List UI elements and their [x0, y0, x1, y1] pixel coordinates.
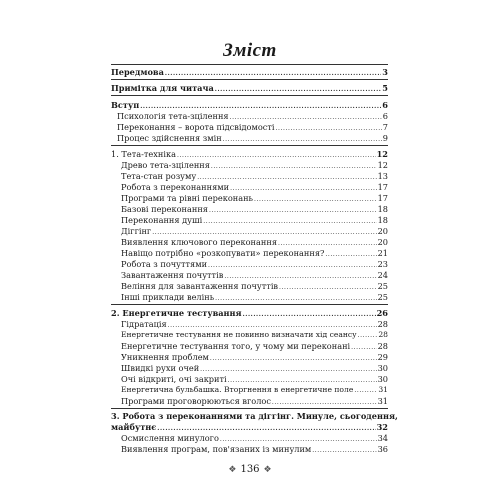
- toc-entry[interactable]: [111, 410, 398, 421]
- toc-leader: [197, 171, 376, 179]
- toc-entry[interactable]: [121, 159, 388, 170]
- toc-entry-label: Інші приклади велінь: [121, 292, 215, 302]
- toc-entry[interactable]: [121, 258, 388, 269]
- toc-entry-label: Вступ: [111, 100, 140, 110]
- divider: [111, 145, 388, 146]
- toc-entry[interactable]: [121, 181, 388, 192]
- toc-entry[interactable]: [111, 82, 388, 93]
- toc-entry[interactable]: [121, 247, 388, 258]
- toc-entry-page: 20: [377, 226, 388, 236]
- toc-entry-page: 32: [376, 422, 388, 432]
- toc-entry[interactable]: [111, 66, 388, 77]
- toc-entry[interactable]: [121, 280, 388, 291]
- toc-entry[interactable]: [121, 362, 388, 373]
- toc-leader: [157, 422, 375, 430]
- toc-entry-label: Швидкі рухи очей: [121, 363, 200, 373]
- toc-entry-page: 6: [382, 100, 388, 110]
- toc-entry-label: Робота з почуттями: [121, 259, 208, 269]
- toc-leader: [325, 248, 376, 256]
- toc-leader: [177, 149, 376, 157]
- divider: [111, 79, 388, 80]
- toc-entry-label: Тета-стан розуму: [121, 171, 197, 181]
- divider: [111, 64, 388, 65]
- toc-leader: [354, 385, 377, 393]
- toc-leader: [278, 237, 377, 245]
- toc-leader: [243, 308, 376, 316]
- toc-entry-page: 18: [377, 204, 388, 214]
- toc-entry-page: 3: [382, 67, 388, 77]
- toc-entry-page: 25: [377, 281, 388, 291]
- toc-leader: [200, 363, 376, 371]
- toc-entry[interactable]: [121, 443, 388, 454]
- toc-entry-page: 34: [377, 433, 388, 443]
- toc-entry[interactable]: [121, 225, 388, 236]
- toc-entry-label: 2. Енергетичне тестування: [111, 308, 242, 318]
- toc-leader: [312, 444, 376, 452]
- toc-leader: [209, 204, 377, 212]
- toc-entry-page: 28: [377, 341, 388, 351]
- toc-leader: [215, 83, 382, 91]
- toc-entry-label: Енергетична бульбашка. Вторгнення в енергетичне поле: [121, 385, 354, 394]
- toc-entry-page: 29: [377, 352, 388, 362]
- toc-entry-label: Гідратація: [121, 319, 167, 329]
- toc-leader: [230, 111, 382, 119]
- toc-entry-page: 23: [377, 259, 388, 269]
- toc-entry-page: 26: [376, 308, 388, 318]
- toc-entry[interactable]: [121, 269, 388, 280]
- toc-entry-label: 3. Робота з переконаннями та діггінг. Минуле, сьогодення,: [111, 411, 398, 421]
- toc-leader: [165, 67, 381, 75]
- toc-entry-page: 6: [382, 111, 388, 121]
- toc-entry[interactable]: [121, 236, 388, 247]
- toc-entry-label: Виявлення ключового переконання: [121, 237, 277, 247]
- toc-entry[interactable]: [121, 214, 388, 225]
- toc-leader: [351, 341, 376, 349]
- divider: [111, 304, 388, 305]
- toc-leader: [254, 193, 377, 201]
- toc-entry-label: Енергетичне тестування не повинно визначати хід сеансу: [121, 330, 357, 339]
- toc-leader: [215, 292, 376, 300]
- toc-entry[interactable]: [121, 340, 388, 351]
- toc-entry-page: 36: [377, 444, 388, 454]
- toc-entry-label: Древо тета-зцілення: [121, 160, 210, 170]
- toc-entry[interactable]: [121, 291, 388, 302]
- toc-entry-continued[interactable]: [111, 421, 388, 432]
- toc-entry-label: Програми та рівні переконань: [121, 193, 253, 203]
- toc-entry-page: 12: [376, 149, 388, 159]
- toc-entry-page: 24: [377, 270, 388, 280]
- toc-entry[interactable]: [121, 192, 388, 203]
- toc-leader: [228, 374, 377, 382]
- toc-entry[interactable]: [111, 99, 388, 110]
- toc-entry-page: 31: [378, 385, 388, 394]
- toc-entry-page: 18: [377, 215, 388, 225]
- toc-entry-page: 28: [378, 330, 388, 339]
- toc-entry-page: 30: [377, 363, 388, 373]
- toc-leader: [211, 160, 377, 168]
- toc-entry-label: Осмислення минулого: [121, 433, 219, 443]
- toc-entry[interactable]: [111, 307, 388, 318]
- toc-entry[interactable]: [121, 203, 388, 214]
- toc-entry-label: Передмова: [111, 67, 164, 77]
- divider: [111, 95, 388, 96]
- toc-leader: [279, 281, 377, 289]
- toc-entry-page: 30: [377, 374, 388, 384]
- toc-entry-page: 21: [377, 248, 388, 258]
- page-number: 136: [240, 464, 260, 475]
- toc-leader: [276, 122, 382, 130]
- toc-entry-label: Програми проговорюються вголос: [121, 396, 271, 406]
- toc-entry-label-continued: майбутнє: [111, 422, 157, 432]
- toc-leader: [230, 182, 377, 190]
- toc-entry[interactable]: [111, 148, 388, 159]
- toc-entry-page: 9: [382, 133, 388, 143]
- toc-entry-page: 5: [382, 83, 388, 93]
- toc-entry[interactable]: [121, 384, 388, 395]
- toc-entry[interactable]: [121, 395, 388, 406]
- toc-entry-label: Уникнення проблем: [121, 352, 209, 362]
- toc-entry-page: 17: [377, 182, 388, 192]
- toc-entry-label: Навіщо потрібно «розкопувати» переконання?: [121, 248, 325, 258]
- ornament-left-icon: ❖: [228, 465, 237, 475]
- toc-leader: [358, 330, 378, 338]
- toc-entry[interactable]: [121, 170, 388, 181]
- toc-entry-page: 31: [377, 396, 388, 406]
- toc-entry[interactable]: [121, 351, 388, 362]
- toc-entry-page: 12: [377, 160, 388, 170]
- toc-leader: [203, 215, 376, 223]
- toc-entry-label: Примітка для читача: [111, 83, 214, 93]
- toc-leader: [223, 133, 382, 141]
- toc-entry[interactable]: [121, 318, 388, 329]
- toc-entry-label: Переконання душі: [121, 215, 203, 225]
- toc-entry-label: Процес здійснення змін: [117, 133, 222, 143]
- toc-entry-label: Діггінг: [121, 226, 152, 236]
- toc-entry-page: 20: [377, 237, 388, 247]
- toc-entry-label: Виявлення програм, пов'язаних із минулим: [121, 444, 312, 454]
- toc-entry[interactable]: [117, 110, 388, 121]
- toc-entry-label: Переконання – ворота підсвідомості: [117, 122, 275, 132]
- toc-entry[interactable]: [117, 121, 388, 132]
- toc-entry[interactable]: [117, 132, 388, 143]
- toc-leader: [210, 352, 377, 360]
- toc-entry-label: Базові переконання: [121, 204, 208, 214]
- toc-entry-label: 1. Тета-техніка: [111, 149, 176, 159]
- toc-leader: [152, 226, 376, 234]
- toc-leader: [168, 319, 377, 327]
- toc-entry-page: 25: [377, 292, 388, 302]
- toc-entry-label: Завантаження почуттів: [121, 270, 224, 280]
- page-footer: [0, 464, 500, 475]
- ornament-right-icon: ❖: [263, 465, 272, 475]
- toc-entry-label: Робота з переконаннями: [121, 182, 230, 192]
- toc-entry-page: 13: [377, 171, 388, 181]
- toc-entry-label: Веління для завантаження почуттів: [121, 281, 279, 291]
- toc-leader: [140, 100, 381, 108]
- toc-leader: [220, 433, 377, 441]
- toc-entry[interactable]: [121, 373, 388, 384]
- toc-entry[interactable]: [121, 329, 388, 340]
- toc-entry-page: 7: [382, 122, 388, 132]
- toc-entry-page: 28: [377, 319, 388, 329]
- toc-entry-label: Енергетичне тестування того, у чому ми переконані: [121, 341, 351, 351]
- toc-entry-label: Психологія тета-зцілення: [117, 111, 229, 121]
- toc-entry-label: Очі відкриті, очі закриті: [121, 374, 227, 384]
- toc-entry-page: 17: [377, 193, 388, 203]
- page-title: Зміст: [223, 40, 277, 61]
- toc-entry[interactable]: [121, 432, 388, 443]
- toc-leader: [272, 396, 377, 404]
- toc-leader: [224, 270, 376, 278]
- toc-leader: [208, 259, 377, 267]
- divider: [111, 408, 388, 409]
